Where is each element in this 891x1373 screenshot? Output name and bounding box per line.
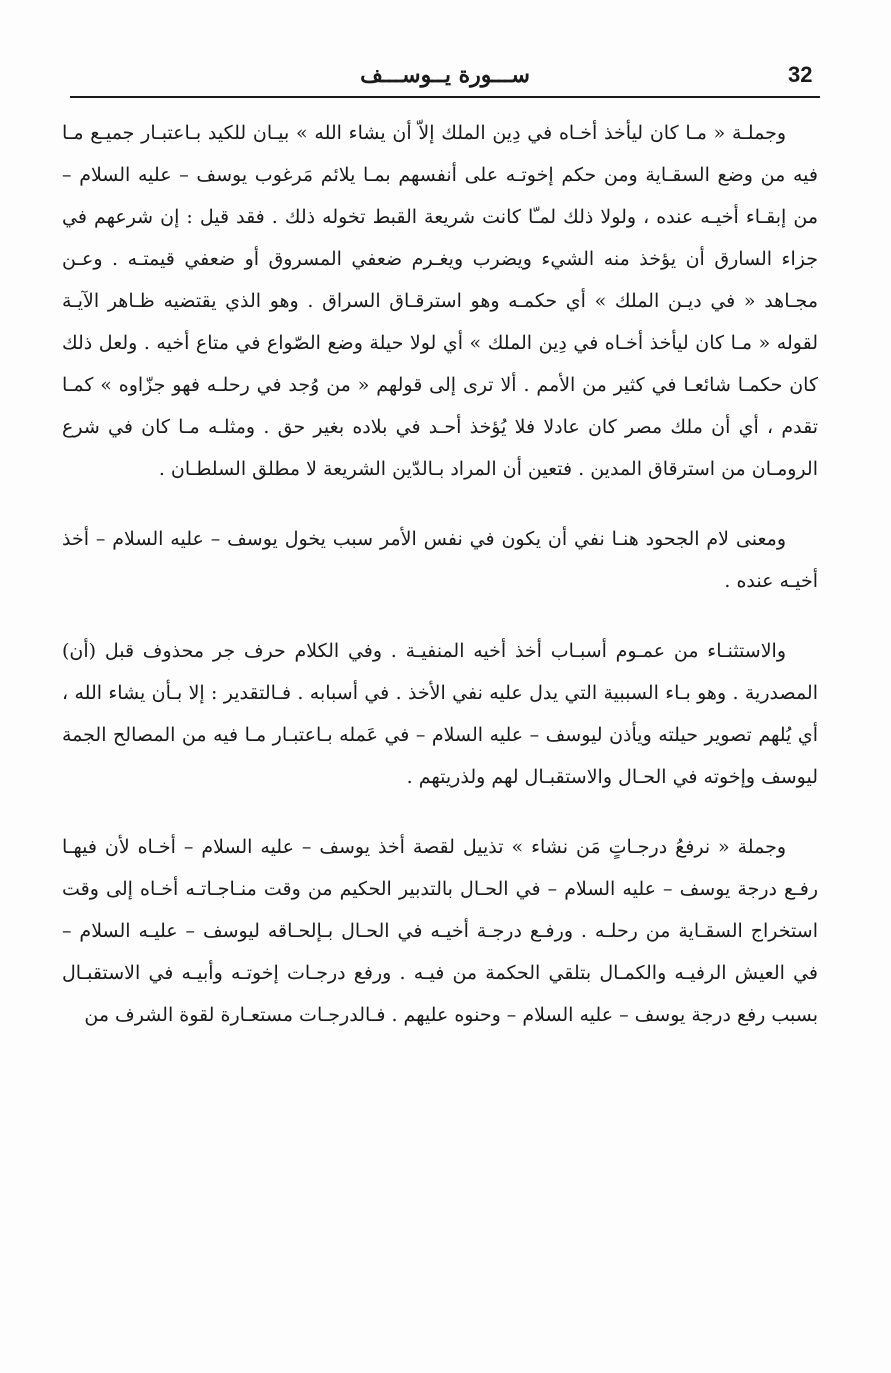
paragraph: وجملـة « مـا كان ليأخذ أخـاه في دِين الملك إلاّ أن يشاء الله » بيـان للكيد بـاعتبـار جميـع مـا فيه من وضع السقـاية ومن حكم إخوتـه على أنفسهم بمـا يلائم مَرغوب يوسف – عليه السلام – من إبقـاء أخيـه عنده ، ولولا ذلك لمـّا كانت شريعة القبط تخوله ذلك . فقد قيل : إن شرعهم في جزاء السارق أن يؤخذ منه الشيء ويضرب ويغـرم ضعفي المسروق أو ضعفي قيمتـه . وعـن مجـاهد « في ديـن الملك » أي حكمـه وهو استرقـاق السراق . وهو الذي يقتضيه ظـاهر الآيـة لقوله « مـا كان ليأخذ أخـاه في دِين الملك » أي لولا حيلة وضع الصّواع في متاع أخيه . ولعل ذلك كان حكمـا شائعـا في كثير من الأمم . ألا ترى إلى قولهم « من وُجد في رحلـه فهو جزّاوه » كمـا تقدم ، أي أن ملك مصر كان عادلا فلا يُؤخذ أحـد في بلاده بغير حق . ومثلـه مـا كان في شرع الرومـان من استرقاق المدين . فتعين أن المراد بـالدّين الشريعة لا مطلق السلطـان . <box>62 122 818 480</box>
running-title: ســـورة يــوســـف <box>360 62 530 88</box>
paragraph: والاستثنـاء من عمـوم أسبـاب أخذ أخيه المنفيـة . وفي الكلام حرف جر محذوف قبل (أن) المصدرية . وهو بـاء السببية التي يدل عليه نفي الأخذ . في أسبابه . فـالتقدير : إلا بـأن يشاء الله ، أي يُلهم تصوير حيلته ويأذن ليوسف – عليه السلام – في عَمله بـاعتبـار مـا فيه من المصالح الجمة ليوسف وإخوته في الحـال والاستقبـال لهم ولذريتهم . <box>62 640 818 788</box>
body-text <box>62 112 818 1036</box>
paragraph: ومعنى لام الجحود هنـا نفي أن يكون في نفس الأمر سبب يخول يوسف – عليه السلام – أخذ أخيـه عنده . <box>62 528 818 592</box>
page-number: 32 <box>788 62 813 87</box>
header-divider <box>70 96 820 98</box>
paragraph: وجملة « نرفعُ درجـاتٍ مَن نشاء » تذييل لقصة أخذ يوسف – عليه السلام – أخـاه لأن فيهـا رفـع درجة يوسف – عليه السلام – في الحـال بالتدبير الحكيم من وقت منـاجـاتـه أخـاه إلى وقت استخراج السقـاية من رحلـه . ورفـع درجـة أخيـه في الحـال بـإلحـاقه ليوسف – عليـه السلام – في العيش الرفيـه والكمـال بتلقي الحكمة من فيـه . ورفع درجـات إخوتـه وأبيـه في الاستقبـال بسبب رفع درجة يوسف – عليه السلام – وحنوه عليهم . فـالدرجـات مستعـارة لقوة الشرف من <box>62 836 818 1026</box>
page-header <box>70 60 820 100</box>
